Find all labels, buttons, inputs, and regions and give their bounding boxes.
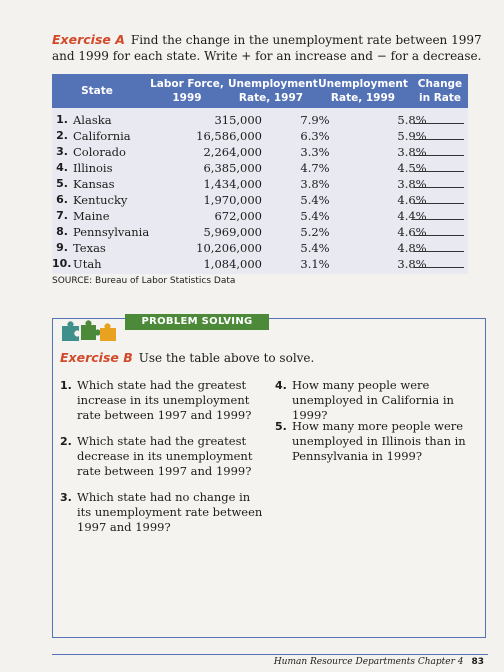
- question-number: 5.: [275, 420, 287, 433]
- header-change: Change in Rate: [417, 78, 463, 104]
- labor-force-value: 2,264,000: [203, 145, 262, 159]
- rate-1999-value: 4.5%: [397, 161, 427, 175]
- row-number: 2.: [56, 129, 68, 142]
- change-answer-blank[interactable]: [414, 203, 464, 204]
- exercise-a: [52, 32, 482, 64]
- footer-chapter-text: Human Resource Departments Chapter 4: [273, 657, 464, 667]
- state-name: Pennsylvania: [73, 225, 150, 239]
- row-number: 6.: [56, 193, 68, 206]
- question-number: 1.: [60, 379, 72, 392]
- rate-1997-value: 3.1%: [300, 257, 330, 271]
- rate-1999-value: 3.8%: [397, 257, 427, 271]
- rate-1999-value: 4.4%: [397, 209, 427, 223]
- exercise-a-label: Exercise A: [52, 32, 125, 47]
- row-number: 4.: [56, 161, 68, 174]
- question-text: How many more people were unemployed in Illinois than in Pennsylvania in 1999?: [292, 419, 466, 463]
- rate-1999-value: 4.6%: [397, 225, 427, 239]
- row-number: 9.: [56, 241, 68, 254]
- question-text: Which state had the greatest increase in its unemployment rate between 1997 and 1999?: [77, 378, 252, 422]
- question-4: [275, 378, 480, 423]
- exercise-b-label: Exercise B: [60, 350, 133, 365]
- row-number: 7.: [56, 209, 68, 222]
- rate-1997-value: 5.4%: [300, 209, 330, 223]
- header-state: State: [81, 85, 113, 97]
- rate-1997-value: 5.2%: [300, 225, 330, 239]
- page-number: 83: [471, 657, 484, 667]
- table-row: [52, 224, 468, 240]
- state-name: Alaska: [73, 113, 112, 127]
- rate-1999-value: 4.8%: [397, 241, 427, 255]
- labor-force-value: 672,000: [214, 209, 262, 223]
- footer-rule: [52, 654, 488, 655]
- state-name: Illinois: [73, 161, 113, 175]
- exercise-b-text: Use the table above to solve.: [138, 351, 315, 365]
- table-row: [52, 128, 468, 144]
- labor-force-value: 1,970,000: [203, 193, 262, 207]
- labor-force-value: 1,084,000: [203, 257, 262, 271]
- question-3: [60, 490, 265, 535]
- row-number: 3.: [56, 145, 68, 158]
- change-answer-blank[interactable]: [414, 219, 464, 220]
- table-row: [52, 144, 468, 160]
- change-answer-blank[interactable]: [414, 139, 464, 140]
- table-row: [52, 112, 468, 128]
- header-rate-1997: Unemployment Rate, 1997: [228, 78, 318, 104]
- rate-1997-value: 4.7%: [300, 161, 330, 175]
- page-footer: [274, 657, 484, 667]
- question-number: 2.: [60, 435, 72, 448]
- state-name: Maine: [73, 209, 110, 223]
- labor-force-value: 1,434,000: [203, 177, 262, 191]
- labor-force-value: 5,969,000: [203, 225, 262, 239]
- state-name: California: [73, 129, 131, 143]
- rate-1997-value: 7.9%: [300, 113, 330, 127]
- state-name: Texas: [73, 241, 106, 255]
- row-number: 1.: [56, 113, 68, 126]
- unemployment-table: [52, 74, 468, 274]
- table-row: [52, 160, 468, 176]
- change-answer-blank[interactable]: [414, 123, 464, 124]
- question-text: Which state had the greatest decrease in its unemployment rate between 1997 and 1999?: [77, 434, 253, 478]
- question-number: 4.: [275, 379, 287, 392]
- change-answer-blank[interactable]: [414, 171, 464, 172]
- table-row: [52, 256, 468, 272]
- row-number: 5.: [56, 177, 68, 190]
- change-answer-blank[interactable]: [414, 251, 464, 252]
- table-row: [52, 240, 468, 256]
- labor-force-value: 16,586,000: [196, 129, 262, 143]
- rate-1997-value: 3.8%: [300, 177, 330, 191]
- row-number: 8.: [56, 225, 68, 238]
- state-name: Utah: [73, 257, 102, 271]
- header-rate-1999: Unemployment Rate, 1999: [318, 78, 408, 104]
- rate-1997-value: 5.4%: [300, 193, 330, 207]
- table-row: [52, 208, 468, 224]
- change-answer-blank[interactable]: [414, 187, 464, 188]
- rate-1997-value: 6.3%: [300, 129, 330, 143]
- rate-1997-value: 5.4%: [300, 241, 330, 255]
- question-5: [275, 419, 480, 464]
- table-row: [52, 192, 468, 208]
- table-body: [52, 108, 468, 274]
- problem-solving-tab: PROBLEM SOLVING: [125, 314, 269, 330]
- table-source: SOURCE: Bureau of Labor Statistics Data: [52, 276, 236, 286]
- labor-force-value: 315,000: [214, 113, 262, 127]
- question-text: How many people were unemployed in California in 1999?: [292, 378, 454, 422]
- rate-1999-value: 3.8%: [397, 145, 427, 159]
- question-number: 3.: [60, 491, 72, 504]
- header-labor-force: Labor Force, 1999: [150, 78, 224, 104]
- change-answer-blank[interactable]: [414, 235, 464, 236]
- question-text: Which state had no change in its unemployment rate between 1997 and 1999?: [77, 490, 263, 534]
- rate-1999-value: 4.6%: [397, 193, 427, 207]
- rate-1997-value: 3.3%: [300, 145, 330, 159]
- change-answer-blank[interactable]: [414, 267, 464, 268]
- labor-force-value: 10,206,000: [196, 241, 262, 255]
- exercise-a-instructions: Find the change in the unemployment rate between 1997 and 1999 for each state. Write + for an increase and − for a decrease.: [52, 33, 482, 63]
- table-row: [52, 176, 468, 192]
- state-name: Colorado: [73, 145, 126, 159]
- state-name: Kansas: [73, 177, 115, 191]
- row-number: 10.: [52, 257, 72, 270]
- table-header: [52, 74, 468, 108]
- rate-1999-value: 5.9%: [397, 129, 427, 143]
- rate-1999-value: 5.8%: [397, 113, 427, 127]
- question-2: [60, 434, 265, 479]
- state-name: Kentucky: [73, 193, 128, 207]
- question-1: [60, 378, 265, 423]
- rate-1999-value: 3.8%: [397, 177, 427, 191]
- change-answer-blank[interactable]: [414, 155, 464, 156]
- exercise-b: [60, 350, 314, 365]
- labor-force-value: 6,385,000: [203, 161, 262, 175]
- puzzle-pieces-icon: [60, 320, 120, 342]
